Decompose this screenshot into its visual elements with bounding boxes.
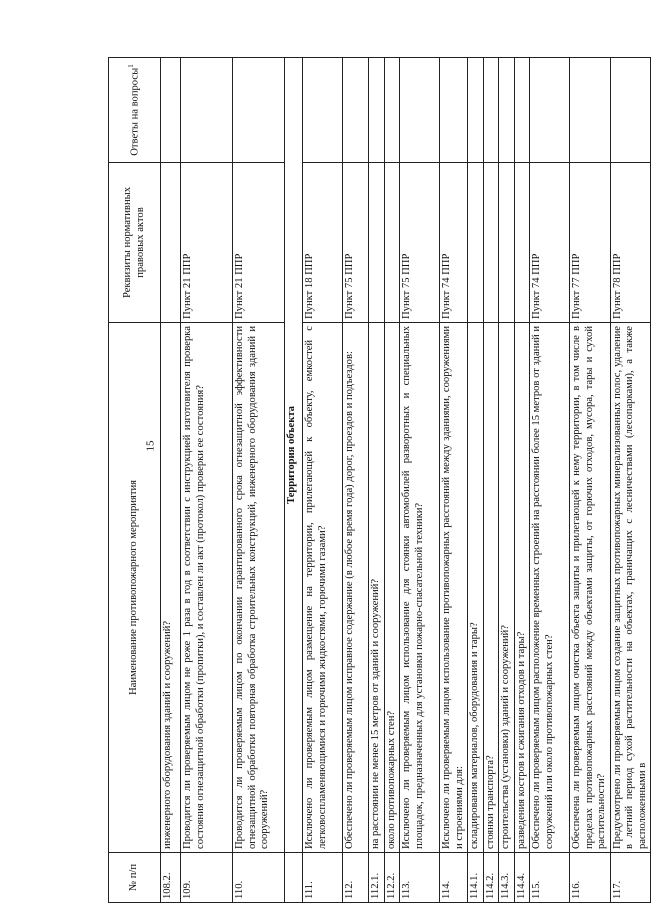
table-row [161, 58, 181, 903]
answer-cell [530, 58, 570, 163]
requisites-cell: Пункт 21 ППР [233, 163, 285, 323]
rotated-page [108, 58, 648, 903]
table-row [400, 58, 440, 903]
answer-cell [468, 58, 484, 163]
measure-name: на расстоянии не менее 15 метров от зданий и сооружений? [369, 323, 385, 853]
row-number: 108.2. [161, 853, 181, 903]
table-row [384, 58, 400, 903]
measure-name: Предусмотрено ли проверяемым лицом создание защитных противопожарных минерализованных полос, удаление в летний период сухой растительности на объектах, граничащих с лесничествами (лесопарками), а также расположенными в [610, 323, 651, 853]
table-row [530, 58, 570, 903]
requisites-cell: Пункт 21 ППР [181, 163, 233, 323]
row-number: 112.1. [369, 853, 385, 903]
measure-name: складирования материалов, оборудования и тары? [468, 323, 484, 853]
table-row [181, 58, 233, 903]
answer-cell [499, 58, 515, 163]
table-row [233, 58, 285, 903]
row-number: 114.2. [483, 853, 499, 903]
row-number: 117. [610, 853, 651, 903]
row-number: 112. [343, 853, 369, 903]
requirements-table [108, 57, 651, 903]
measure-name: Обеспечено ли проверяемым лицом расположение временных строений на расстоянии более 15 метров от зданий и сооружений или около противопожарных стен? [530, 323, 570, 853]
row-number: 116. [570, 853, 611, 903]
requisites-cell [369, 163, 385, 323]
answer-cell [303, 58, 343, 163]
answer-cell [384, 58, 400, 163]
footnote-mark: 1 [126, 64, 135, 68]
table-row [610, 58, 651, 903]
measure-name: строительства (установки) зданий и сооружений? [499, 323, 515, 853]
answer-cell [400, 58, 440, 163]
answer-cell [483, 58, 499, 163]
measure-name: около противопожарных стен? [384, 323, 400, 853]
row-number: 111. [303, 853, 343, 903]
row-number: 112.2. [384, 853, 400, 903]
table-row [514, 58, 530, 903]
answer-cell [181, 58, 233, 163]
row-number: 114.4. [514, 853, 530, 903]
requisites-cell: Пункт 18 ППР [303, 163, 343, 323]
table-header-row [109, 58, 161, 903]
requisites-cell [161, 163, 181, 323]
table-row [369, 58, 385, 903]
table-row [499, 58, 515, 903]
answer-cell [610, 58, 651, 163]
requisites-cell: Пункт 74 ППР [530, 163, 570, 323]
row-number: 114. [440, 853, 468, 903]
row-number: 110. [233, 853, 285, 903]
row-number: 113. [400, 853, 440, 903]
requisites-cell: Пункт 78 ППР [610, 163, 651, 323]
answer-cell [233, 58, 285, 163]
measure-name: Проводится ли проверяемым лицом не реже 1 раза в год в соответствии с инструкцией изготовителя проверка состояния огнезащитной обработки (пропитки), и составлен ли акт (протокол) проверки ее состояния? [181, 323, 233, 853]
requisites-cell [514, 163, 530, 323]
page-number: 15 [144, 440, 157, 452]
measure-name: Исключено ли проверяемым лицом использование противопожарных расстояний между зданиями, сооружениями и строениями для: [440, 323, 468, 853]
requisites-cell: Пункт 74 ППР [440, 163, 468, 323]
header-answers: Ответы на вопросы$^1$ [109, 58, 161, 163]
row-number: 115. [530, 853, 570, 903]
table-row [343, 58, 369, 903]
measure-name: Обеспечено ли проверяемым лицом исправное содержание (в любое время года) дорог, проездов и подъездов: [343, 323, 369, 853]
requisites-cell: Пункт 75 ППР [343, 163, 369, 323]
answer-cell [343, 58, 369, 163]
requisites-cell [384, 163, 400, 323]
measure-name: Исключено ли проверяемым лицом размещение на территории, прилегающей к объекту, емкостей с легковоспламеняющимися и горючими жидкостями, горючими газами? [303, 323, 343, 853]
requisites-cell: Пункт 77 ППР [570, 163, 611, 323]
measure-name: разведения костров и сжигания отходов и тары? [514, 323, 530, 853]
row-number: 114.1. [468, 853, 484, 903]
measure-name: Исключено ли проверяемым лицом использование для стоянки автомобилей разворотных и специальных площадок, предназначенных для установки пожарно-спасательной техники? [400, 323, 440, 853]
header-name: Наименование противопожарного мероприятия [109, 323, 161, 853]
row-number: 109. [181, 853, 233, 903]
measure-name: Обеспечена ли проверяемым лицом очистка объекта защиты и прилегающей к нему территории, в том числе в пределах противопожарных расстояний между объектами защиты, от горючих отходов, мусора, тары и сухой растительности? [570, 323, 611, 853]
requisites-cell [483, 163, 499, 323]
table-row [570, 58, 611, 903]
measure-name: Проводится ли проверяемым лицом по окончании гарантированного срока огнезащитной эффективности огнезащитной обработки повторная обработка строительных конструкций, инженерного оборудования зданий и сооружений? [233, 323, 285, 853]
header-num: № п/п [109, 853, 161, 903]
measure-name: стоянки транспорта? [483, 323, 499, 853]
answer-cell [514, 58, 530, 163]
row-number: 114.3. [499, 853, 515, 903]
requisites-cell [468, 163, 484, 323]
section-spacer [285, 853, 303, 903]
requisites-cell: Пункт 75 ППР [400, 163, 440, 323]
table-row [483, 58, 499, 903]
table-row [303, 58, 343, 903]
requisites-cell [499, 163, 515, 323]
measure-name: инженерного оборудования зданий и сооружений? [161, 323, 181, 853]
section-row [285, 58, 303, 903]
answer-cell [440, 58, 468, 163]
answer-cell [369, 58, 385, 163]
section-title: Территория объекта [285, 58, 303, 853]
table-row [440, 58, 468, 903]
answer-cell [570, 58, 611, 163]
header-requisites: Реквизиты нормативных правовых актов [109, 163, 161, 323]
table-row [468, 58, 484, 903]
answer-cell [161, 58, 181, 163]
